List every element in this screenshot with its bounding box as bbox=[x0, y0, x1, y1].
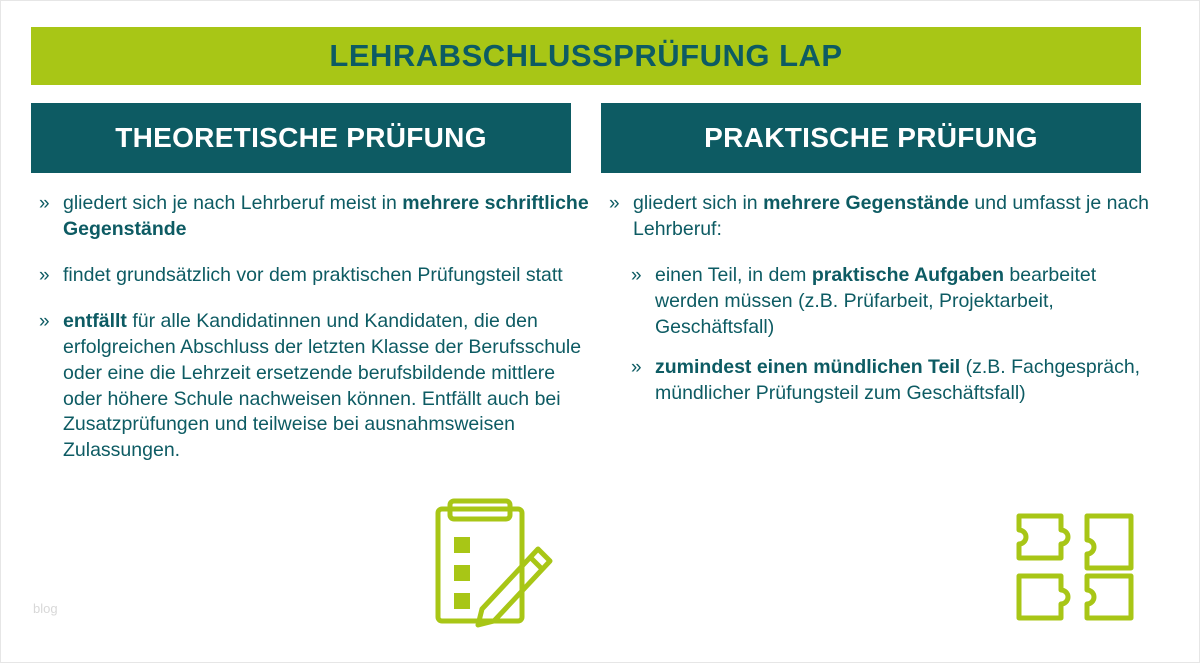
clipboard-pencil-icon bbox=[426, 491, 566, 631]
slide-title-banner bbox=[31, 27, 1141, 85]
list-item-text: (z.B. Fachgespräch, mündlicher Prüfungsteil zum Geschäftsfall) bbox=[655, 355, 1141, 404]
list-item-emphasis: praktische Aufgaben bbox=[811, 263, 1004, 286]
list-item-text: und umfasst je nach Lehrberuf: bbox=[633, 192, 1149, 240]
watermark: blog bbox=[33, 601, 58, 616]
list-item-emphasis: mehrere schriftliche Gegenstände bbox=[63, 192, 589, 240]
bullet-list-theoretical bbox=[31, 191, 591, 464]
list-item-text: gliedert sich je nach Lehrberuf meist in bbox=[63, 192, 403, 214]
list-item-emphasis: entfällt bbox=[63, 309, 127, 332]
column-body-practical bbox=[601, 191, 1161, 420]
list-item-text: einen Teil, in dem bbox=[655, 263, 812, 286]
bullet-list-practical bbox=[601, 191, 1161, 243]
bullet-marker-icon: » bbox=[631, 264, 642, 286]
column-header-theoretical bbox=[31, 103, 571, 173]
list-item-text: für alle Kandidatinnen und Kandidaten, die den erfolgreichen Abschluss der letzten Klasse der Berufsschule oder eine die Lehrzeit ersetzende berufsbildende mittlere oder höhere Schule nachweisen können. Entfällt auch bei Zusatzprüfungen und teilweise bei ausnahmsweisen Zulassungen. bbox=[63, 309, 582, 462]
list-item bbox=[601, 191, 1161, 243]
bullet-marker-icon: » bbox=[39, 264, 50, 286]
list-item-text: bearbeitet werden müssen (z.B. Prüfarbeit, Projektarbeit, Geschäftsfall) bbox=[655, 263, 1097, 338]
puzzle-pieces-icon bbox=[1011, 506, 1146, 631]
bullet-marker-icon: » bbox=[39, 310, 50, 332]
list-item bbox=[31, 263, 591, 289]
column-header-practical bbox=[601, 103, 1141, 173]
list-item-text: gliedert sich in bbox=[633, 192, 764, 214]
list-item-emphasis: mehrere Gegenstände bbox=[763, 192, 969, 214]
page-title: LEHRABSCHLUSSPRÜFUNG LAP bbox=[329, 38, 843, 73]
list-item-emphasis: zumindest einen mündlichen Teil bbox=[655, 355, 961, 378]
list-item bbox=[31, 191, 591, 243]
list-item bbox=[31, 309, 591, 465]
column-header-theoretical-label: THEORETISCHE PRÜFUNG bbox=[115, 122, 487, 153]
bullet-marker-icon: » bbox=[609, 193, 620, 214]
bullet-marker-icon: » bbox=[631, 356, 642, 378]
column-body-theoretical bbox=[31, 191, 591, 484]
list-item bbox=[623, 263, 1161, 341]
bullet-marker-icon: » bbox=[39, 193, 50, 214]
column-header-practical-label: PRAKTISCHE PRÜFUNG bbox=[704, 122, 1038, 153]
list-item bbox=[623, 355, 1161, 407]
bullet-sublist-practical bbox=[623, 263, 1161, 407]
list-item-text: findet grundsätzlich vor dem praktischen Prüfungsteil statt bbox=[63, 263, 563, 286]
